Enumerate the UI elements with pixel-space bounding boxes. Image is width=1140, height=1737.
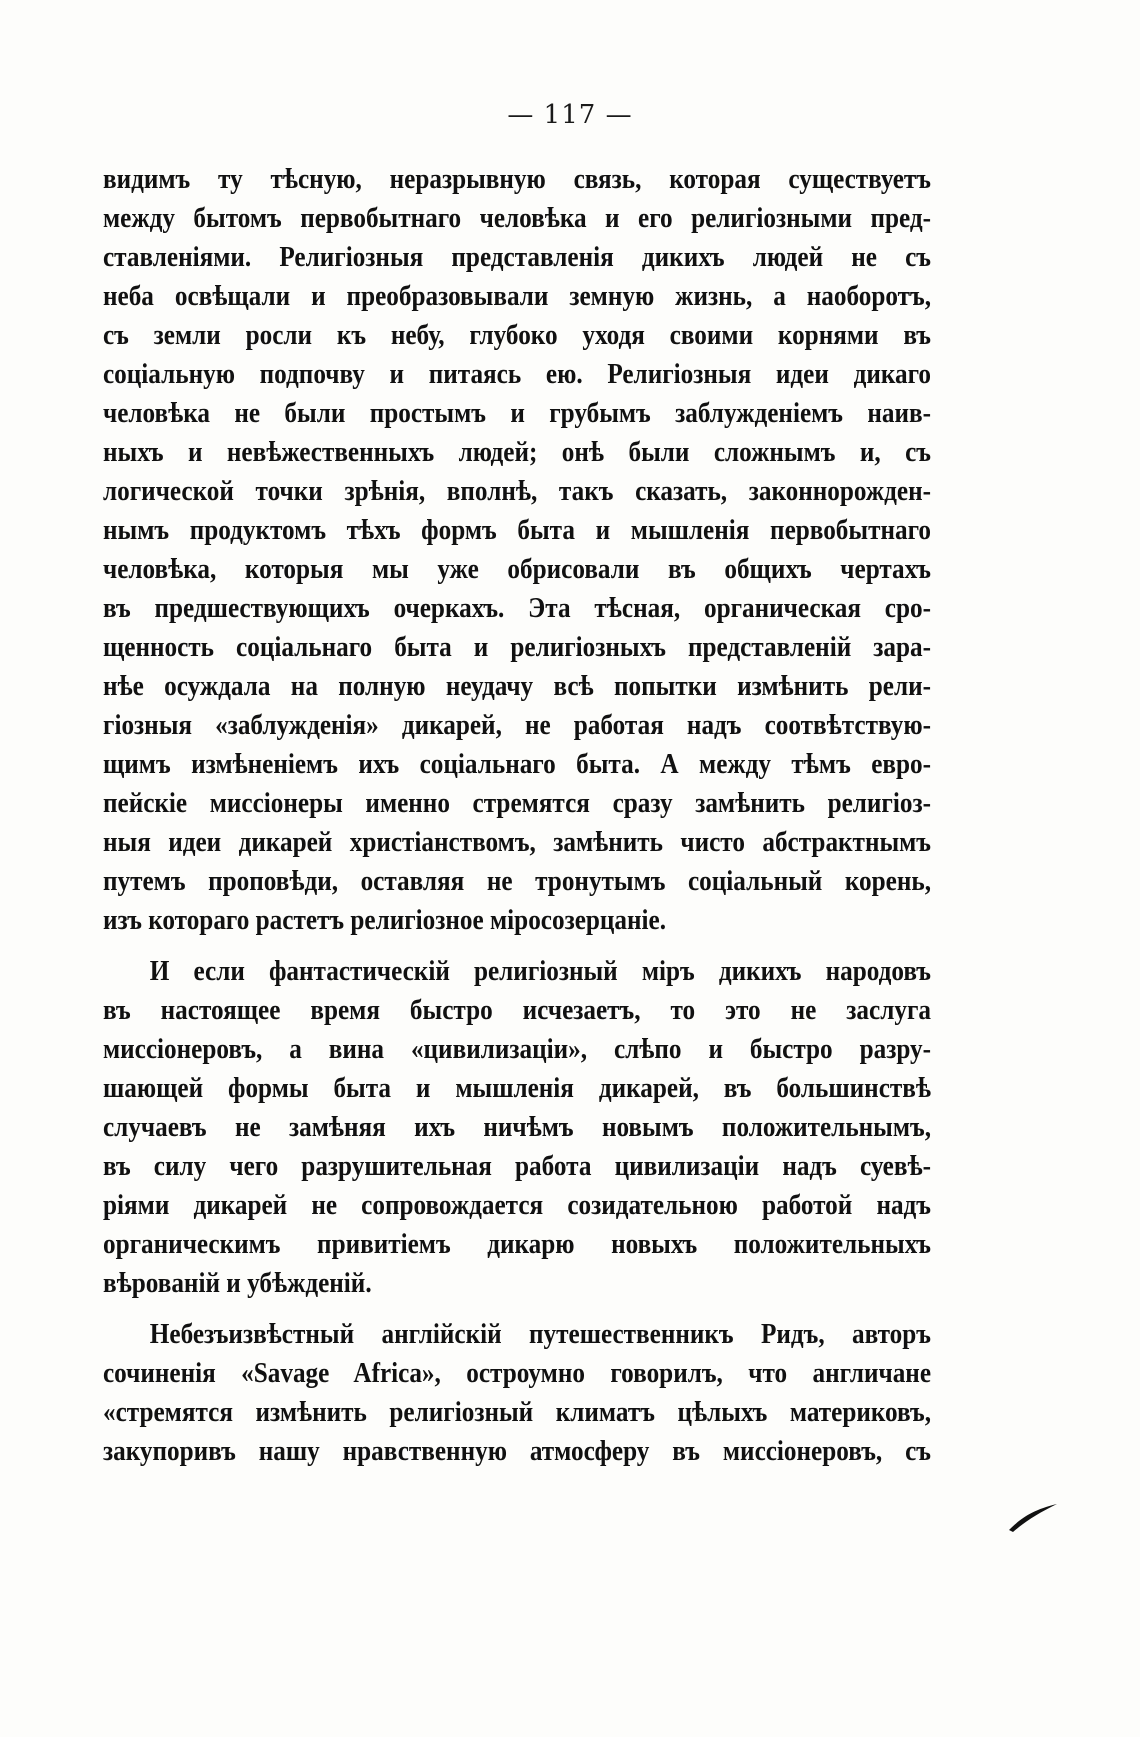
text-line: закупоривъ нашу нравственную атмосферу въ миссіонеровъ, съ	[103, 1436, 931, 1467]
text-line: видимъ ту тѣсную, неразрывную связь, которая существуетъ	[103, 164, 931, 195]
text-line: Небезъизвѣстный англійскій путешественникъ Ридъ, авторъ	[149, 1319, 932, 1350]
text-line: ныя идеи дикарей христіанствомъ, замѣнить чисто абстрактнымъ	[103, 827, 931, 858]
text-line: гіозныя «заблужденія» дикарей, не работая надъ соотвѣтствую-	[103, 710, 931, 741]
body-text	[103, 160, 932, 1471]
text-line: органическимъ привитіемъ дикарю новыхъ положительныхъ	[103, 1229, 931, 1260]
text-line: случаевъ не замѣняя ихъ ничѣмъ новымъ положительнымъ,	[103, 1112, 931, 1143]
text-line: нымъ продуктомъ тѣхъ формъ быта и мышленія первобытнаго	[103, 515, 931, 546]
page-number: — 117 —	[507, 100, 633, 130]
paragraph-gap	[103, 1303, 848, 1315]
paragraph-gap	[103, 940, 848, 952]
text-line: вѣрованій и убѣжденій.	[103, 1268, 372, 1299]
text-line: человѣка не были простымъ и грубымъ заблужденіемъ наив-	[103, 398, 931, 429]
text-line: нѣе осуждала на полную неудачу всѣ попытки измѣнить рели-	[103, 671, 931, 702]
text-line: съ земли росли къ небу, глубоко уходя своими корнями въ	[103, 320, 931, 351]
text-line: изъ котораго растетъ религіозное міросозерцаніе.	[103, 905, 667, 936]
text-line: въ настоящее время быстро исчезаетъ, то это не заслуга	[103, 995, 931, 1026]
text-line: пейскіе миссіонеры именно стремятся сразу замѣнить религіоз-	[103, 788, 931, 819]
text-line: ставленіями. Религіозныя представленія дикихъ людей не съ	[103, 242, 931, 273]
text-line: въ предшествующихъ очеркахъ. Эта тѣсная, органическая сро-	[103, 593, 931, 624]
text-line: въ силу чего разрушительная работа цивилизаціи надъ суевѣ-	[103, 1151, 931, 1182]
text-line: человѣка, которыя мы уже обрисовали въ общихъ чертахъ	[103, 554, 931, 585]
text-line: «стремятся измѣнить религіозный климатъ цѣлыхъ материковъ,	[103, 1397, 931, 1428]
text-line: сочиненія «Savage Africa», остроумно говорилъ, что англичане	[103, 1358, 931, 1389]
paragraph-3	[103, 1315, 932, 1471]
text-line: путемъ проповѣди, оставляя не тронутымъ соціальный корень,	[103, 866, 931, 897]
text-line: ныхъ и невѣжественныхъ людей; онѣ были сложнымъ и, съ	[103, 437, 931, 468]
text-line: миссіонеровъ, а вина «цивилизаціи», слѣпо и быстро разру-	[103, 1034, 931, 1065]
text-line: логической точки зрѣнія, вполнѣ, такъ сказать, законнорожден-	[103, 476, 931, 507]
text-line: шающей формы быта и мышленія дикарей, въ большинствѣ	[103, 1073, 931, 1104]
paragraph-1	[103, 160, 931, 940]
paragraph-2	[103, 952, 932, 1303]
text-line: И если фантастическій религіозный міръ дикихъ народовъ	[149, 956, 932, 987]
text-line: неба освѣщали и преобразовывали земную жизнь, а наоборотъ,	[103, 281, 931, 312]
pen-stroke-mark	[1005, 1496, 1065, 1536]
text-line: между бытомъ первобытнаго человѣка и его религіозными пред-	[103, 203, 931, 234]
text-line: щенность соціальнаго быта и религіозныхъ представленій зара-	[103, 632, 931, 663]
text-line: соціальную подпочву и питаясь ею. Религіозныя идеи дикаго	[103, 359, 931, 390]
text-line: ріями дикарей не сопровождается созидательною работой надъ	[103, 1190, 931, 1221]
text-line: щимъ измѣненіемъ ихъ соціальнаго быта. А между тѣмъ евро-	[103, 749, 931, 780]
